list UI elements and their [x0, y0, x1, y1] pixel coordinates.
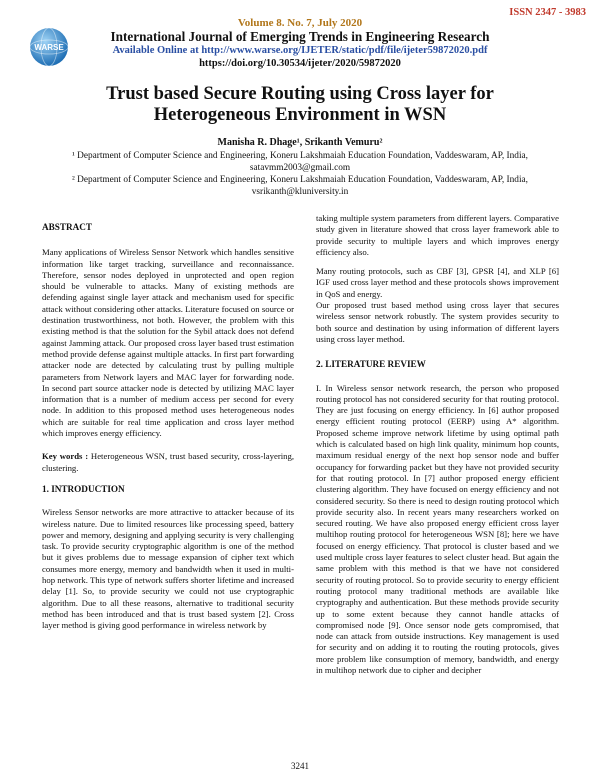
intro-heading: 1. INTRODUCTION [42, 483, 125, 494]
right-column [316, 213, 559, 676]
literature-heading: 2. LITERATURE REVIEW [316, 359, 426, 370]
paper-title: Trust based Secure Routing using Cross layer for Heterogeneous Environment in WSN [106, 84, 494, 125]
intro-text: Wireless Sensor networks are more attractive to attacker because of its wireless nature. Due to limited resources like processing speed, battery power and memory, designing and applying security is very challenging task. To provide security cryptographic algorithm is one of the method but it gives problems due to message expansion of cipher text which consumes more energy, memory and bandwidth when it used in multi-hop network. This type of network suffers shorter lifetime and increased delay [1]. So, to provide security we could not use cryptographic algorithm. Due to all these reasons, alternative to traditional security method has been introduced and that is trust based system [2]. Cross layer method is giving good performance in wireless network by [42, 507, 294, 631]
journal-name: International Journal of Emerging Trends in Engineering Research [110, 29, 490, 44]
page-number: 3241 [291, 761, 309, 771]
right-paragraph-1: taking multiple system parameters from different layers. Comparative study given in literature showed that cross layer framework able to provide security to multiple layers and which improves energy efficiency also. [316, 213, 559, 257]
volume-line: Volume 8. No. 7, July 2020 [237, 17, 363, 29]
issn-label: ISSN 2347 - 3983 [509, 7, 586, 18]
doi-link[interactable]: https://doi.org/10.30534/ijeter/2020/59872020 [199, 58, 401, 69]
affiliation-2: ² Department of Computer Science and Engineering, Koneru Lakshmaiah Education Foundation, Vaddeswaram, AP, India, vsrikanth@kluniversity.in [72, 175, 528, 198]
logo-text: WARSE [34, 43, 64, 52]
authors: Manisha R. Dhage¹, Srikanth Vemuru² [217, 137, 383, 148]
right-paragraph-3: Our proposed trust based method using cross layer that secures wireless sensor network robustly. The system provides security to both source and destination by using information of different layers using cross layer method. [316, 300, 559, 344]
abstract-heading: ABSTRACT [42, 222, 93, 232]
abstract-text: Many applications of Wireless Sensor Network which handles sensitive information like target tracking, surveillance and reconnaissance. Therefore, sensor nodes deployed in unprotected and open region should be vulnerable to attacks. Many of existing methods are defending against single layer attack and mechanism used for specific attack without considering other attacks. Literature focused on source or destination trustworthiness, not both. However, the problem with this existing method is that the solution for the Sybil attack does not defend against Jamming attack. Our proposed cross layer based trust estimation method provide defense against multiple attacks. In first part forwarding attacker node are detected by calculating trust by pulling multiple parameters from Network layers and MAC layer for forwarding node. In second part source attacker node is detected by utilizing MAC layer information that is a number of medium access per second for every node. In addition to this proposed method uses heterogeneous nodes which are suitable for real time application and cross layer method which improves energy efficiency. [42, 247, 294, 439]
left-column [42, 222, 294, 632]
keywords-label: Key words : [42, 451, 89, 462]
available-online-link[interactable]: Available Online at http://www.warse.org/IJETER/static/pdf/file/ijeter59872020.pdf [112, 45, 488, 56]
right-paragraph-2: Many routing protocols, such as CBF [3], GPSR [4], and XLP [6] IGF used cross layer method and these protocols shows improvement in QoS and energy. [316, 266, 559, 299]
literature-text: I. In Wireless sensor network research, the person who proposed routing protocol has not considered security for that routing protocol. They are just focusing on energy efficiency. In [6] author proposed energy efficient routing protocol (EERP) using A* algorithm. Proposed scheme improve network lifetime by using optimal path which is calculated based on high link quality, minimum hop counts, maximum residual energy of the next hop sensor node and buffer occupancy for forwarding packet but they have not provided security for that routing protocol. In [7] author proposed energy efficient clustering algorithm. They have focused on energy efficiency and not considered security. So there is need to design routing protocol which provide security also. In recent years many researchers worked on secured routing. We have also proposed energy efficient cross layer multihop routing protocol for heterogeneous WSN [8]; here we have focused on energy efficiency. That protocol is cluster based and we used multiple cross layer features to select cluster head. But again the same problem with this method is that we have not considered security of routing protocol. So to provide security to energy efficient routing protocol many traditional methods are available like cryptography and authentication. But these methods provide security up to some extent because they cannot handle attacks of compromised node [9]. Once sensor node gets compromised, that node can attack from outside instructions. Key management is used for security and on adding it to routing the routing protocols, gives more problem like consumption of memory, bandwidth, and energy in multihop network due to cipher and decipher [316, 382, 559, 675]
keywords [42, 451, 294, 474]
keywords-text: Heterogeneous WSN, trust based security, cross-layering, clustering. [42, 451, 294, 473]
affiliation-1: ¹ Department of Computer Science and Engineering, Koneru Lakshmaiah Education Foundation, Vaddeswaram, AP, India, satavmm2003@gmail.com [72, 151, 528, 174]
